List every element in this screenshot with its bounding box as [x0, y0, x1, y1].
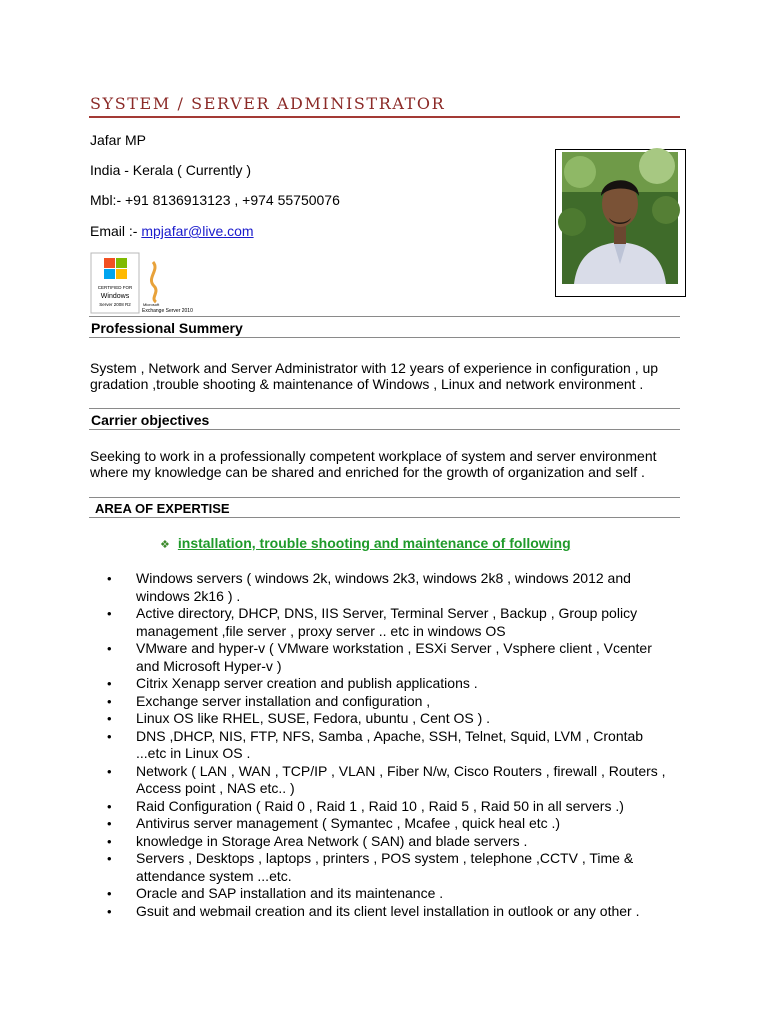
- list-item: • knowledge in Storage Area Network ( SAN) and blade servers .: [107, 832, 528, 849]
- windows-badge-line1: CERTIFIED FOR: [97, 285, 133, 290]
- bullet-icon: •: [107, 676, 112, 691]
- title-divider: [89, 116, 680, 118]
- windows-badge-line3: Server 2008 R2: [99, 302, 131, 307]
- email-link[interactable]: mpjafar@live.com: [141, 223, 254, 239]
- objectives-text: Seeking to work in a professionally competent workplace of system and server environment where my knowledge can be shared and enriched for the growth of organization and self .: [90, 448, 657, 480]
- list-item: • Antivirus server management ( Symantec , Mcafee , quick heal etc .): [107, 815, 561, 831]
- exchange-badge-line2: Exchange Server 2010: [142, 308, 193, 314]
- bullet-icon: •: [107, 833, 112, 849]
- profile-photo-image: [562, 152, 678, 284]
- bullet-icon: •: [107, 763, 112, 779]
- list-item: • Raid Configuration ( Raid 0 , Raid 1 , Raid 10 , Raid 5 , Raid 50 in all servers .): [107, 797, 624, 814]
- exchange-badge-line1: Microsoft: [143, 302, 160, 307]
- list-item: • Exchange server installation and configuration ,: [107, 692, 431, 709]
- bullet-icon: •: [107, 693, 112, 709]
- list-item: • Oracle and SAP installation and its maintenance .: [107, 885, 444, 901]
- diamond-bullet-icon: ❖: [160, 539, 170, 551]
- bullet-icon: •: [107, 816, 112, 831]
- candidate-mobile: Mbl:- +91 8136913123 , +974 55750076: [90, 192, 340, 208]
- bullet-icon: •: [107, 798, 112, 814]
- expertise-subheading: [160, 535, 571, 551]
- exchange-server-badge-icon: [151, 262, 156, 302]
- list-item: • Active directory, DHCP, DNS, IIS Server, Terminal Server , Backup , Group policy management ,file server , proxy server .. etc in windows OS: [107, 605, 638, 639]
- expertise-heading: AREA OF EXPERTISE: [95, 501, 230, 516]
- summary-section-header: [89, 316, 680, 338]
- list-item: • Gsuit and webmail creation and its client level installation in outlook or any other .: [107, 902, 640, 919]
- summary-heading: Professional Summery: [91, 320, 243, 336]
- bullet-icon: •: [107, 886, 112, 901]
- list-item: • VMware and hyper-v ( VMware workstation , ESXi Server , Vsphere client , Vcenter and Microsoft Hyper-v ): [107, 640, 652, 674]
- page-title: SYSTEM / SERVER ADMINISTRATOR: [90, 94, 446, 113]
- expertise-list: [0, 570, 768, 920]
- list-item: • Citrix Xenapp server creation and publish applications .: [107, 675, 478, 691]
- windows-badge-line2: Windows: [100, 293, 130, 300]
- list-item: • DNS ,DHCP, NIS, FTP, NFS, Samba , Apache, SSH, Telnet, Squid, LVM , Crontab ...etc in Linux OS .: [107, 727, 644, 761]
- expertise-subheading-text: installation, trouble shooting and maintenance of following: [177, 535, 571, 551]
- list-item: • Servers , Desktops , laptops , printers , POS system , telephone ,CCTV , Time & attendance system ...etc.: [107, 850, 634, 884]
- candidate-email-row: [90, 223, 254, 239]
- summary-text: System , Network and Server Administrator with 12 years of experience in configuration , up gradation ,trouble shooting & maintenance of Windows , Linux and network environment .: [90, 360, 659, 392]
- bullet-icon: •: [107, 851, 112, 866]
- email-label: Email :-: [90, 223, 142, 239]
- profile-photo: [555, 149, 686, 297]
- bullet-icon: •: [107, 606, 112, 621]
- bullet-icon: •: [107, 728, 112, 744]
- list-item: • Linux OS like RHEL, SUSE, Fedora, ubuntu , Cent OS ) .: [107, 710, 491, 726]
- bullet-icon: •: [107, 571, 112, 586]
- bullet-icon: •: [107, 641, 112, 656]
- certification-badges: [90, 252, 193, 319]
- list-item: • Windows servers ( windows 2k, windows 2k3, windows 2k8 , windows 2012 and windows 2k16 ) .: [107, 570, 631, 604]
- objectives-section-header: [89, 408, 680, 430]
- candidate-name: Jafar MP: [90, 132, 147, 148]
- expertise-section-header: [89, 497, 680, 518]
- candidate-location: India - Kerala ( Currently ): [90, 162, 252, 178]
- bullet-icon: •: [107, 903, 112, 919]
- list-item: • Network ( LAN , WAN , TCP/IP , VLAN , Fiber N/w, Cisco Routers , firewall , Routers , Access point , NAS etc.. ): [107, 762, 666, 796]
- objectives-heading: Carrier objectives: [91, 412, 210, 428]
- windows-server-badge-icon: [90, 252, 193, 314]
- bullet-icon: •: [107, 711, 112, 726]
